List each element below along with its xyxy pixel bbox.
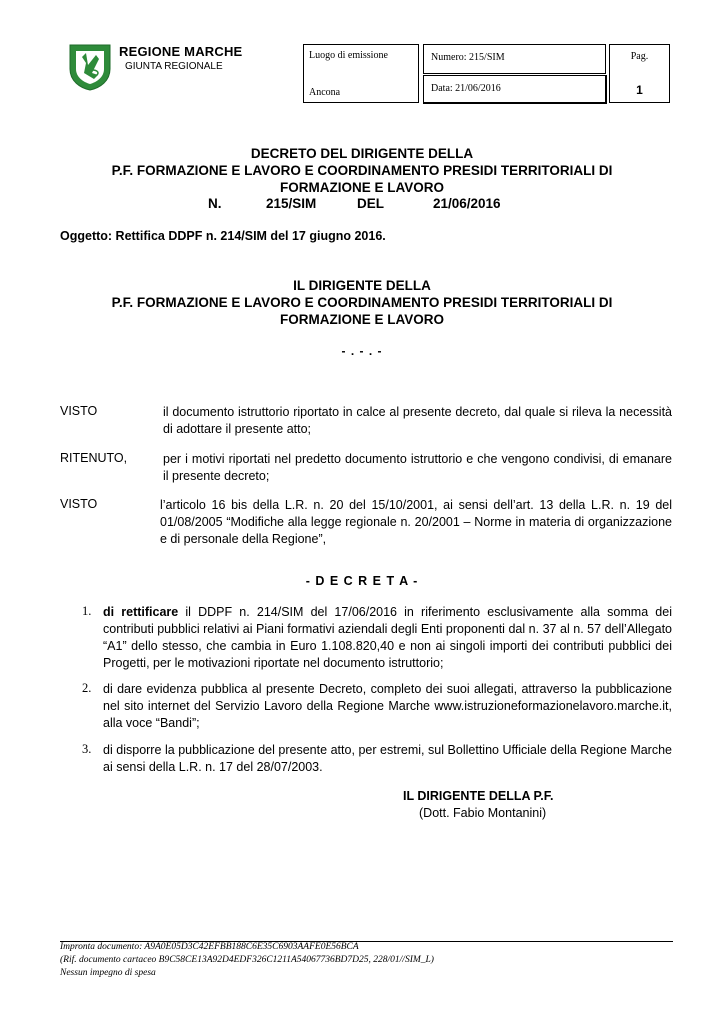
premise-text-2: per i motivi riportati nel predetto documento istruttorio e che vengono condivisi, di emanare il presente decreto; bbox=[163, 452, 672, 483]
page-box bbox=[609, 44, 670, 103]
org-subtitle: GIUNTA REGIONALE bbox=[125, 61, 223, 72]
dirigente-line3: FORMAZIONE E LAVORO bbox=[280, 312, 444, 327]
premise-term-3: VISTO bbox=[60, 497, 98, 511]
item-text-3: di disporre la pubblicazione del presente atto, per estremi, sul Bollettino Ufficiale della Regione Marche ai sensi della L.R. n. 17 del 28/07/2003. bbox=[103, 743, 672, 774]
dirigente-line2: P.F. FORMAZIONE E LAVORO E COORDINAMENTO PRESIDI TERRITORIALI DI bbox=[111, 295, 613, 310]
data-box bbox=[423, 75, 607, 104]
org-name: REGIONE MARCHE bbox=[119, 44, 243, 59]
subject-line: Oggetto: Rettifica DDPF n. 214/SIM del 17 giugno 2016. bbox=[60, 229, 386, 243]
data-value: Data: 21/06/2016 bbox=[431, 83, 501, 94]
premise-text-1: il documento istruttorio riportato in calce al presente decreto, dal quale si rileva la necessità di adottare il presente atto; bbox=[163, 405, 672, 436]
item-bold-1: di rettificare bbox=[103, 605, 179, 619]
item-number-2: 2. bbox=[82, 681, 92, 695]
signature-title: IL DIRIGENTE DELLA P.F. bbox=[403, 789, 554, 803]
premise-term-1: VISTO bbox=[60, 404, 98, 418]
premise-text-3: l’articolo 16 bis della L.R. n. 20 del 15/10/2001, ai sensi dell’art. 13 della L.R. n. 19 del 01/08/2005 “Modifiche alla legge regionale n. 20/2001 – Norme in materia di organizzazione e di personale della Regione”, bbox=[160, 498, 672, 546]
luogo-value: Ancona bbox=[309, 87, 341, 98]
numero-value: Numero: 215/SIM bbox=[431, 52, 505, 63]
footer-line1: Impronta documento: A9A0E05D3C42EFBB188C6E35C6903AAFE0E56BCA bbox=[60, 942, 359, 952]
premise-term-2: RITENUTO, bbox=[60, 451, 128, 465]
item-number-3: 3. bbox=[82, 742, 92, 756]
page-label: Pag. bbox=[630, 51, 649, 62]
decree-title-line2: P.F. FORMAZIONE E LAVORO E COORDINAMENTO PRESIDI TERRITORIALI DI bbox=[111, 163, 613, 178]
decreta-heading: - D E C R E T A - bbox=[305, 574, 419, 588]
footer-line3: Nessun impegno di spesa bbox=[60, 968, 156, 978]
page-number: 1 bbox=[636, 83, 643, 97]
item-text-2: di dare evidenza pubblica al presente Decreto, completo dei suoi allegati, attraverso la pubblicazione nel sito internet del Servizio Lavoro della Regione Marche www.istruzioneformazionelavoro.marche.it, alla voce “Bandi”; bbox=[103, 682, 672, 730]
item-body-1: il DDPF n. 214/SIM del 17/06/2016 in riferimento esclusivamente alla somma dei contributi pubblici relativi ai Piani formativi aziendali degli Enti proponenti dal n. 37 al n. 57 dell’Allegato “A1” dello stesso, che cambia in Euro 1.108.820,40 e non ai singoli importi dei contributi pubblici dei Progetti, per le motivazioni riportate nel documento istruttorio; bbox=[103, 605, 672, 670]
numero-box bbox=[423, 44, 606, 74]
footer-line2: (Rif. documento cartaceo B9C58CE13A92D4EDF326C1211A54067736BD7D25, 228/01//SIM_L) bbox=[60, 955, 434, 965]
luogo-label: Luogo di emissione bbox=[309, 50, 388, 61]
decree-number: 215/SIM bbox=[266, 196, 317, 211]
item-text-1 bbox=[103, 604, 672, 672]
decree-title-line3: FORMAZIONE E LAVORO bbox=[280, 180, 444, 195]
regione-marche-logo-icon bbox=[68, 43, 112, 91]
decree-date: 21/06/2016 bbox=[433, 196, 501, 211]
dirigente-line1: IL DIRIGENTE DELLA bbox=[293, 278, 431, 293]
luogo-box bbox=[303, 44, 419, 103]
decree-title-line1: DECRETO DEL DIRIGENTE DELLA bbox=[250, 146, 474, 161]
decree-n-label: N. bbox=[208, 196, 222, 211]
signature-name: (Dott. Fabio Montanini) bbox=[419, 806, 547, 820]
item-number-1: 1. bbox=[82, 604, 92, 618]
decree-del-label: DEL bbox=[357, 196, 384, 211]
separator: - . - . - bbox=[341, 344, 383, 358]
